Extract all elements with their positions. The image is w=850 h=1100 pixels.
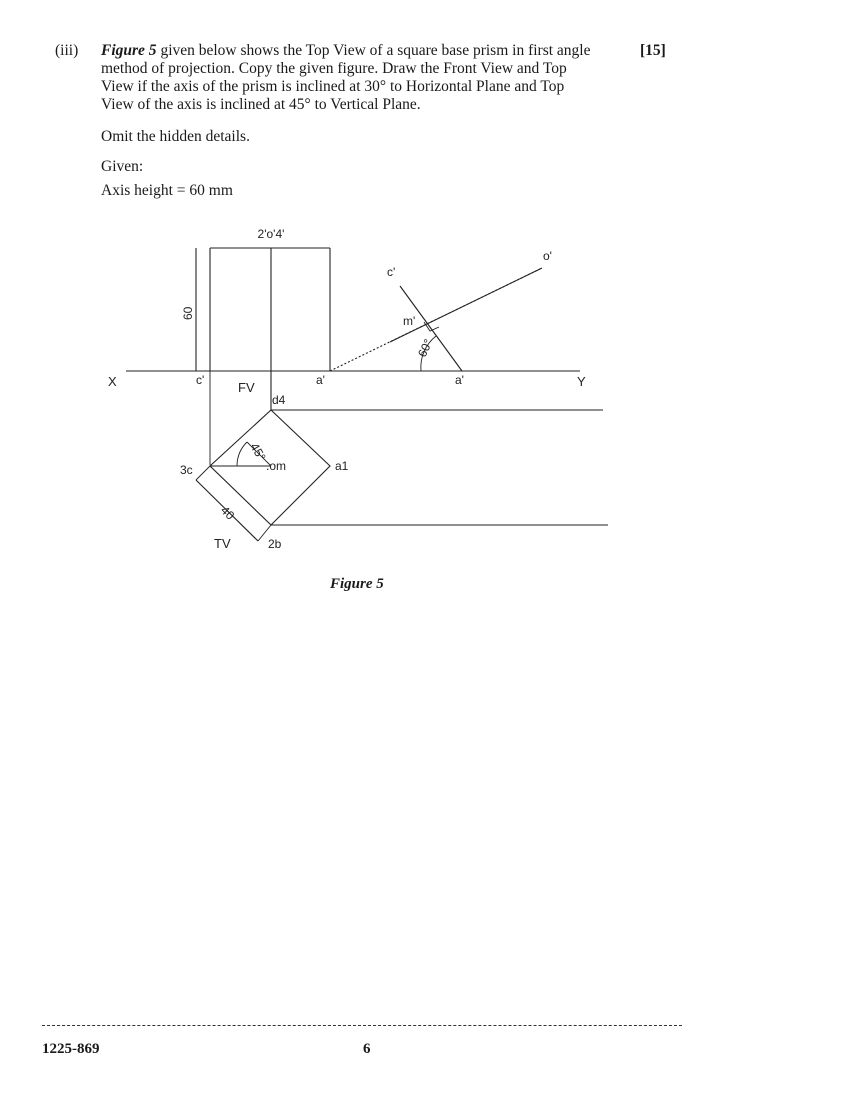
question-number: (iii): [55, 42, 79, 59]
label-c-prime-xy: c': [196, 373, 205, 387]
label-x: X: [108, 374, 117, 389]
question-line-3: View if the axis of the prism is inclined at 30° to Horizontal Plane and Top: [101, 78, 565, 95]
label-angle-45: 45°: [247, 440, 269, 464]
question-line-4: View of the axis is inclined at 45° to Vertical Plane.: [101, 96, 421, 113]
paper-code: 1225-869: [42, 1041, 100, 1057]
label-dim-60: 60: [181, 306, 195, 320]
label-top-fv: 2'o'4': [257, 227, 285, 241]
label-fv: FV: [238, 380, 255, 395]
label-a1: a1: [335, 459, 349, 473]
label-a-prime-left: a': [316, 373, 325, 387]
label-a-prime-right: a': [455, 373, 464, 387]
axis-height: Axis height = 60 mm: [101, 182, 233, 199]
label-o-prime: o': [543, 249, 552, 263]
label-tv: TV: [214, 536, 231, 551]
angle-45-arc: [237, 442, 247, 466]
given-label: Given:: [101, 158, 144, 175]
marks: [15]: [640, 42, 666, 59]
label-d4: d4: [272, 393, 286, 407]
label-om: .om: [266, 459, 287, 473]
label-y: Y: [577, 374, 586, 389]
label-m-prime: m': [403, 314, 416, 328]
label-2b: 2b: [268, 537, 282, 551]
label-3c: 3c: [180, 463, 193, 477]
question-line-1: given below shows the Top View of a square base prism in first angle: [156, 42, 591, 59]
figure-reference: Figure 5: [101, 42, 157, 59]
extension-line-3c: [196, 466, 210, 480]
label-dim-40: 40: [217, 503, 238, 523]
page-number: 6: [363, 1041, 371, 1057]
footer-divider: [42, 1025, 682, 1026]
omit-instruction: Omit the hidden details.: [101, 128, 250, 145]
inclined-axis: [390, 268, 542, 342]
figure-caption: Figure 5: [330, 576, 384, 592]
label-c-prime-top: c': [387, 265, 396, 279]
label-angle-60: 60°: [415, 336, 436, 360]
base-edge-ca: [400, 286, 462, 371]
question-line-2: method of projection. Copy the given figure. Draw the Front View and Top: [101, 60, 567, 77]
